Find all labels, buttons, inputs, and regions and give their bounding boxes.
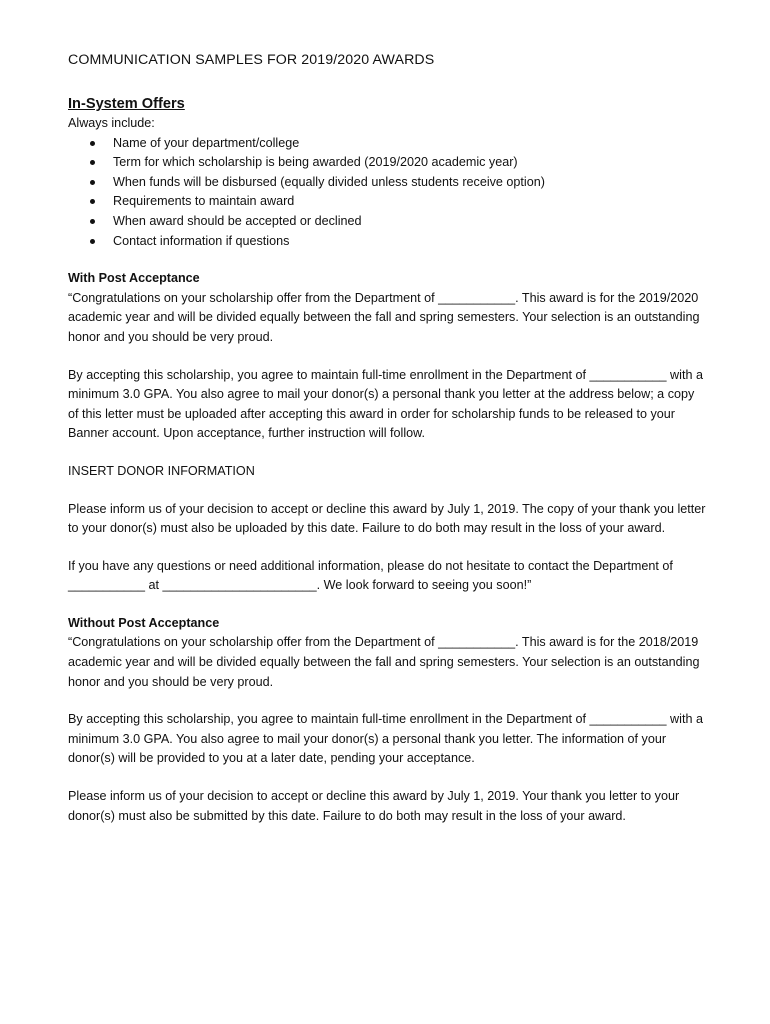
with-post-paragraph-contact: If you have any questions or need additional information, please do not hesitate to contact the Department of ___________ at ______________________. We look forward to seeing you soon!”	[68, 558, 673, 593]
with-post-paragraph-donor-info: INSERT DONOR INFORMATION	[68, 463, 255, 478]
list-item	[68, 173, 708, 193]
bullet-icon	[90, 219, 95, 224]
without-post-paragraph-requirements: By accepting this scholarship, you agree to maintain full-time enrollment in the Department of ___________ with a minimum 3.0 GPA. You also agree to mail your donor(s) a personal thank you letter. The information of your donor(s) will be provided to you at a later date, pending your acceptance.	[68, 712, 703, 766]
bullet-icon	[90, 141, 95, 146]
list-item	[68, 212, 708, 232]
list-item-text: Requirements to maintain award	[113, 194, 295, 209]
without-post-paragraph-congratulations: “Congratulations on your scholarship offer from the Department of ___________. This award is for the 2018/2019 academic year and will be divided equally between the fall and spring semesters. Your selection is an outstanding honor and you should be very proud.	[68, 635, 700, 689]
bullet-icon	[90, 180, 95, 185]
list-item-text: When award should be accepted or declined	[113, 213, 362, 228]
with-post-paragraph-requirements: By accepting this scholarship, you agree to maintain full-time enrollment in the Department of ___________ with a minimum 3.0 GPA. You also agree to mail your donor(s) a personal thank you letter at the address below; a copy of this letter must be uploaded after accepting this award in order for scholarship funds to be released to your Banner account. Upon acceptance, further instruction will follow.	[68, 367, 703, 441]
list-item-text: Contact information if questions	[113, 233, 290, 248]
list-item	[68, 153, 708, 173]
document-title: COMMUNICATION SAMPLES FOR 2019/2020 AWARDS	[68, 52, 435, 68]
bullet-icon	[90, 199, 95, 204]
with-post-acceptance-heading: With Post Acceptance	[68, 271, 200, 286]
bullet-icon	[90, 239, 95, 244]
section-heading-in-system-offers: In-System Offers	[68, 96, 185, 112]
requirements-list	[68, 134, 708, 252]
with-post-paragraph-deadline: Please inform us of your decision to accept or decline this award by July 1, 2019. The copy of your thank you letter to your donor(s) must also be uploaded by this date. Failure to do both may result in the loss of your award.	[68, 501, 706, 536]
list-item	[68, 232, 708, 252]
list-item	[68, 134, 708, 154]
bullet-icon	[90, 160, 95, 165]
with-post-paragraph-congratulations: “Congratulations on your scholarship offer from the Department of ___________. This award is for the 2019/2020 academic year and will be divided equally between the fall and spring semesters. Your selection is an outstanding honor and you should be very proud.	[68, 290, 700, 344]
list-item	[68, 192, 708, 212]
list-item-text: When funds will be disbursed (equally divided unless students receive option)	[113, 174, 545, 189]
document-page	[68, 50, 708, 844]
intro-text: Always include:	[68, 116, 155, 130]
list-item-text: Name of your department/college	[113, 135, 300, 150]
without-post-acceptance-heading: Without Post Acceptance	[68, 615, 220, 630]
without-post-paragraph-deadline: Please inform us of your decision to accept or decline this award by July 1, 2019. Your thank you letter to your donor(s) must also be submitted by this date. Failure to do both may result in the loss of your award.	[68, 789, 680, 823]
list-item-text: Term for which scholarship is being awarded (2019/2020 academic year)	[113, 155, 518, 170]
